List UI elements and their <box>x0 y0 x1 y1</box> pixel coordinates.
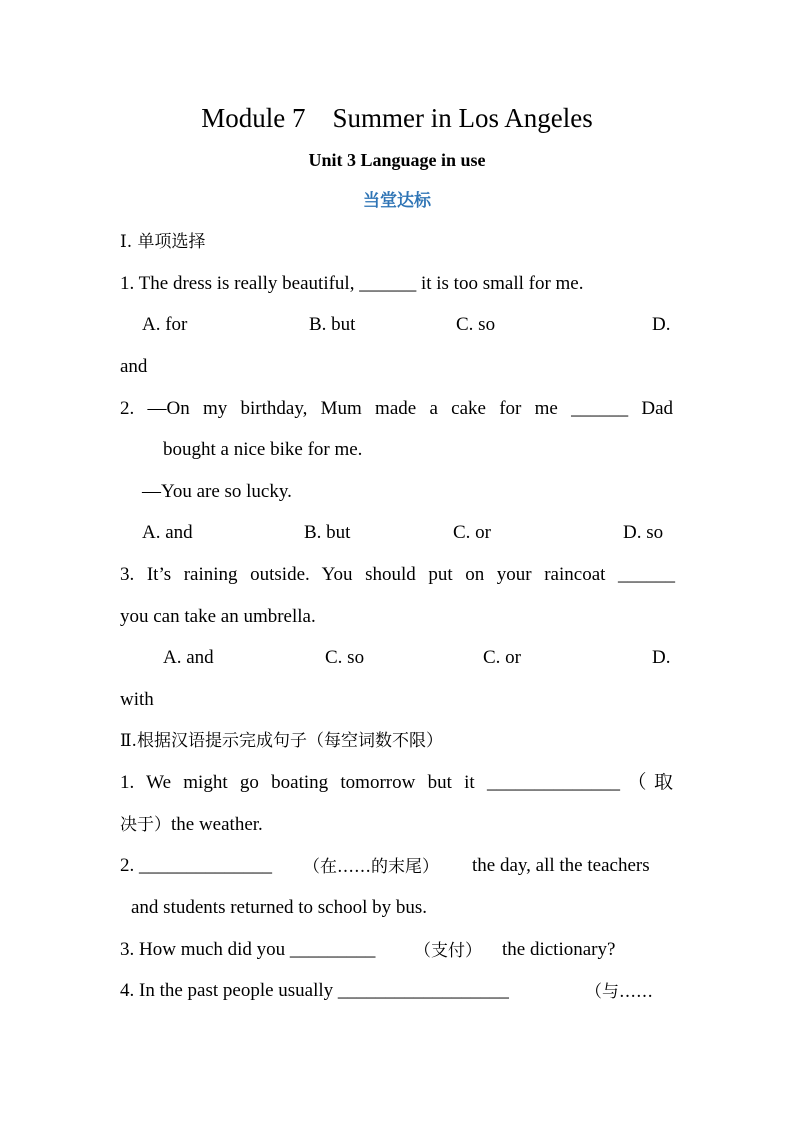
question-3-option-b: C. so <box>325 647 365 668</box>
page-title: Module 7 Summer in Los Angeles <box>201 103 593 133</box>
fill-2-tail: the day, all the teachers <box>472 855 650 876</box>
fill-2-blank: 2. ______________ <box>120 855 272 876</box>
fill-4-stem: 4. In the past people usually __________________ <box>120 980 509 1001</box>
question-2-stem-cont: bought a nice bike for me. <box>163 439 363 460</box>
section-1-heading: Ⅰ. 单项选择 <box>120 232 206 252</box>
fill-1-stem: 1. We might go boating tomorrow but it ______________（取 <box>120 772 673 793</box>
question-3-option-a: A. and <box>163 647 214 668</box>
fill-2-hint: （在……的末尾） <box>303 857 439 877</box>
section-2-heading: Ⅱ.根据汉语提示完成句子（每空词数不限） <box>120 731 443 751</box>
fill-3-tail: the dictionary? <box>502 939 616 960</box>
fill-1-hint-cont: 决于） <box>120 815 171 835</box>
question-2-option-a: A. and <box>142 522 193 543</box>
question-3-option-d: D. <box>652 647 671 668</box>
fill-1-cont <box>120 813 263 837</box>
fill-3-stem: 3. How much did you _________ <box>120 939 376 960</box>
fill-3-hint: （支付） <box>414 941 482 961</box>
question-2-stem: 2. —On my birthday, Mum made a cake for me ______ Dad <box>120 398 673 419</box>
question-1-option-b: B. but <box>309 314 356 335</box>
question-2-reply: —You are so lucky. <box>142 481 292 502</box>
question-2-option-c: C. or <box>453 522 491 543</box>
question-3-stem: 3. It’s raining outside. You should put on your raincoat ______ <box>120 564 675 585</box>
question-1-option-a: A. for <box>142 314 188 335</box>
fill-1-tail: the weather. <box>171 814 263 835</box>
question-1-stem: 1. The dress is really beautiful, ______ it is too small for me. <box>120 273 584 294</box>
question-3-stem-cont: you can take an umbrella. <box>120 606 316 627</box>
question-2-option-d: D. so <box>623 522 664 543</box>
question-3-option-c: C. or <box>483 647 521 668</box>
question-1-option-d-text: and <box>120 356 148 377</box>
question-1-option-d: D. <box>652 314 671 335</box>
question-2-option-b: B. but <box>304 522 351 543</box>
fill-4-hint: （与…… <box>585 982 653 1002</box>
question-3-option-d-text: with <box>120 689 154 710</box>
unit-subtitle: Unit 3 Language in use <box>308 150 486 170</box>
section-banner: 当堂达标 <box>363 191 431 211</box>
fill-2-cont: and students returned to school by bus. <box>131 897 428 918</box>
question-1-option-c: C. so <box>456 314 496 335</box>
